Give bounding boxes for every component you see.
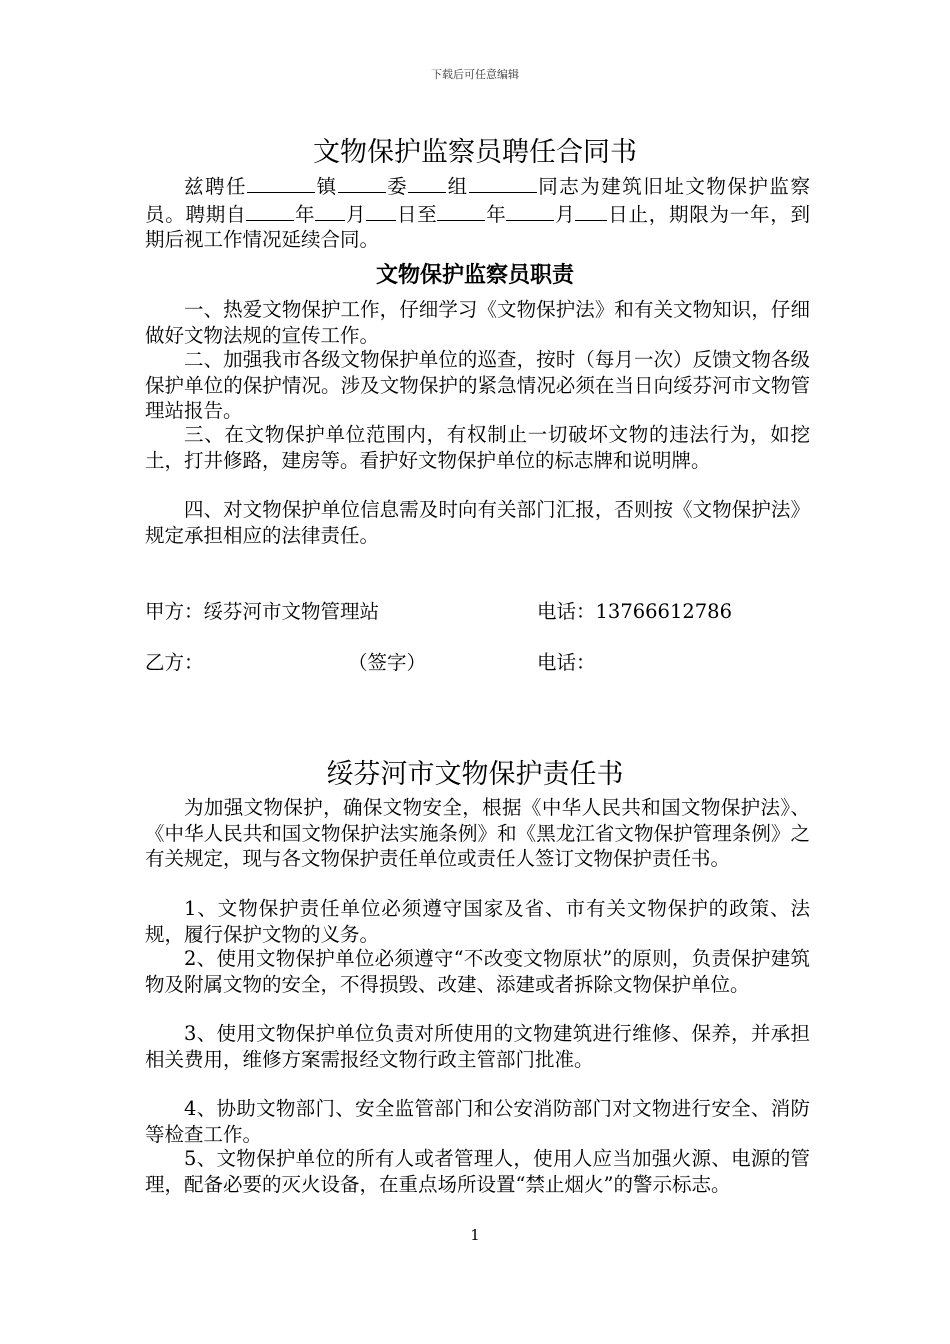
responsibility-paragraph: 5、文物保护单位的所有人或者管理人，使用人应当加强火源、电源的管理，配备必要的灭火设备，在重点场所设置“禁止烟火”的警示标志。 xyxy=(145,1147,810,1196)
blank-end-month xyxy=(506,200,554,221)
party-b-signature: （签字） xyxy=(348,651,427,674)
header-note: 下载后可任意编辑 xyxy=(431,68,519,81)
duty-item: 三、在文物保护单位范围内，有权制止一切破坏文物的违法行为，如挖土，打井修路，建房等。看护好文物保护单位的标志牌和说明牌。 xyxy=(145,423,810,472)
contract-intro: 兹聘任 镇 委 组 同志为建筑旧址文物保护监察员。聘期自 年 月 日至 年 月 日止，期限为一年，到期后视工作情况延续合同。 xyxy=(145,172,810,253)
responsibility-paragraph: 2、使用文物保护单位必须遵守“不改变文物原状”的原则，负责保护建筑物及附属文物的安全，不得损毁、改建、添建或者拆除文物保护单位。 xyxy=(145,947,810,996)
responsibility-paragraph: 1、文物保护责任单位必须遵守国家及省、市有关文物保护的政策、法规，履行保护文物的义务。 xyxy=(145,897,810,946)
blank-name xyxy=(247,172,315,193)
party-b-label: 乙方： xyxy=(145,651,204,674)
party-a-row xyxy=(145,596,810,622)
responsibility-paragraph: 3、使用文物保护单位负责对所使用的文物建筑进行维修、保养，并承担相关费用，维修方案需报经文物行政主管部门批准。 xyxy=(145,1022,810,1071)
blank-start-month xyxy=(315,200,345,221)
duty-item: 四、对文物保护单位信息需及时向有关部门汇报，否则按《文物保护法》规定承担相应的法律责任。 xyxy=(145,498,810,547)
blank-committee xyxy=(408,172,446,193)
page-number: 1 xyxy=(470,1226,480,1244)
duties-title: 文物保护监察员职责 xyxy=(375,263,574,288)
responsibility-paragraph: 为加强文物保护，确保文物安全，根据《中华人民共和国文物保护法》、《中华人民共和国文物保护法实施条例》和《黑龙江省文物保护管理条例》之有关规定，现与各文物保护责任单位或责任人签订文物保护责任书。 xyxy=(145,796,810,870)
responsibility-title: 绥芬河市文物保护责任书 xyxy=(326,759,624,790)
duty-item: 二、加强我市各级文物保护单位的巡查，按时（每月一次）反馈文物各级保护单位的保护情况。涉及文物保护的紧急情况必须在当日向绥芬河市文物管理站报告。 xyxy=(145,348,810,422)
party-b-phone: 电话： xyxy=(537,651,596,674)
blank-end-day xyxy=(575,200,607,221)
blank-town xyxy=(338,172,386,193)
responsibility-paragraph: 4、协助文物部门、安全监管部门和公安消防部门对文物进行安全、消防等检查工作。 xyxy=(145,1097,810,1146)
party-b-row xyxy=(145,647,810,673)
blank-end-year xyxy=(437,200,485,221)
blank-start-year xyxy=(246,200,294,221)
party-a-label: 甲方：绥芬河市文物管理站 xyxy=(145,600,380,623)
blank-start-day xyxy=(366,200,396,221)
duty-item: 一、热爱文物保护工作，仔细学习《文物保护法》和有关文物知识，仔细做好文物法规的宣传工作。 xyxy=(145,298,810,347)
party-a-phone: 电话：13766612786 xyxy=(537,600,732,623)
contract-title: 文物保护监察员聘任合同书 xyxy=(313,137,637,168)
blank-group xyxy=(469,172,537,193)
